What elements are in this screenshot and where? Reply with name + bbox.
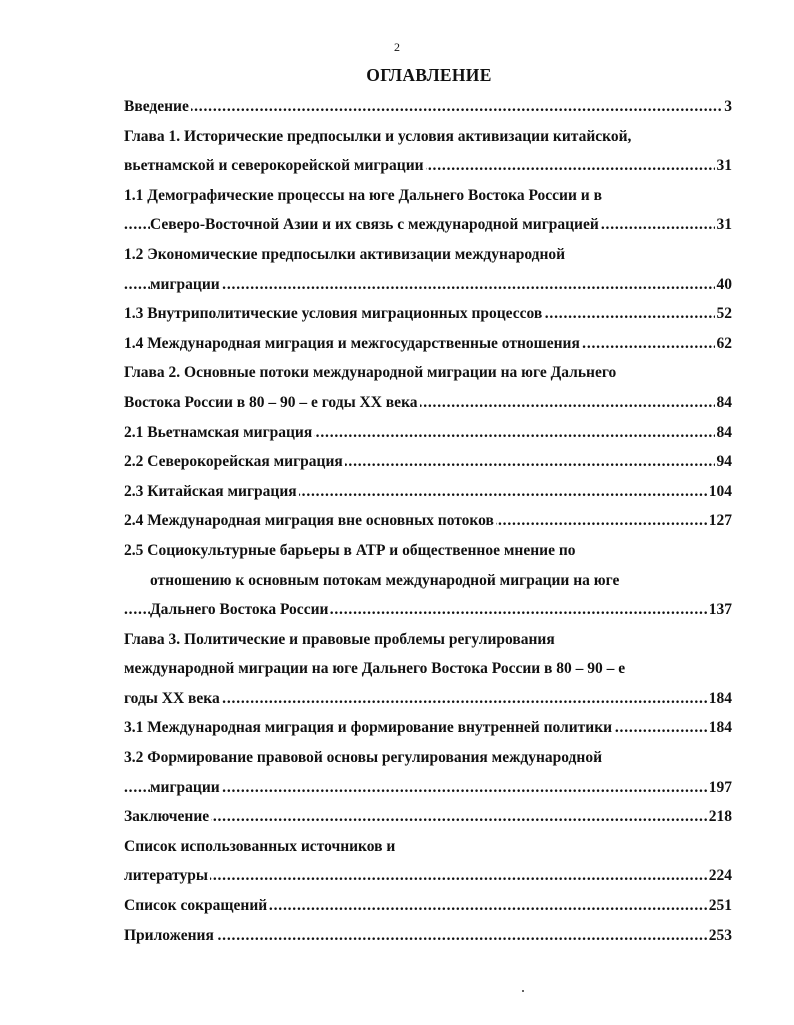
table-of-contents: [124, 92, 732, 950]
toc-line: [124, 684, 732, 714]
toc-line: [124, 418, 732, 448]
toc-page-number: 137: [707, 595, 732, 625]
toc-line: [124, 477, 732, 507]
toc-line: [124, 181, 732, 211]
toc-page-number: 218: [707, 802, 732, 832]
toc-page-number: 84: [715, 388, 733, 418]
toc-page-number: 127: [707, 506, 732, 536]
toc-page-number: 253: [707, 921, 732, 951]
toc-page-number: 94: [715, 447, 733, 477]
toc-entry-text: Северо-Восточной Азии и их связь с международной миграцией: [150, 216, 599, 234]
toc-entry-text: Заключение: [124, 808, 210, 826]
toc-entry-text: Дальнего Востока России: [150, 601, 329, 619]
toc-entry-text: 1.4 Международная миграция и межгосударственные отношения: [124, 334, 580, 352]
toc-entry-text: Востока России в 80 – 90 – е годы XX века: [124, 393, 418, 411]
toc-line: [124, 861, 732, 891]
toc-page-number: 251: [707, 891, 732, 921]
toc-line: [124, 388, 732, 418]
toc-entry-text: 1.1 Демографические процессы на юге Дальнего Востока России и в: [124, 186, 602, 204]
toc-entry-text: отношению к основным потокам международной миграции на юге: [150, 571, 620, 589]
toc-line: [124, 832, 732, 862]
toc-entry-text: миграции: [150, 275, 220, 293]
toc-line: [124, 151, 732, 181]
toc-entry-text: 2.3 Китайская миграция: [124, 482, 297, 500]
toc-page-number: 62: [715, 329, 733, 359]
toc-line: [124, 270, 732, 300]
toc-page-number: 31: [715, 151, 733, 181]
toc-line: [124, 891, 732, 921]
toc-line: [124, 210, 732, 240]
toc-line: [124, 447, 732, 477]
toc-entry-text: 3.1 Международная миграция и формирование внутренней политики: [124, 719, 613, 737]
toc-entry-text: 2.4 Международная миграция вне основных потоков: [124, 512, 494, 530]
toc-line: [124, 506, 732, 536]
dot-leader: [124, 92, 732, 122]
toc-entry-text: 1.2 Экономические предпосылки активизации международной: [124, 245, 566, 263]
toc-line: [124, 566, 732, 596]
toc-line: [124, 536, 732, 566]
toc-page-number: 184: [707, 713, 732, 743]
toc-page-number: 40: [715, 270, 733, 300]
toc-page-number: 197: [707, 773, 732, 803]
toc-entry-text: 1.3 Внутриполитические условия миграционных процессов: [124, 305, 543, 323]
toc-line: [124, 625, 732, 655]
toc-entry-text: годы XX века: [124, 689, 220, 707]
toc-entry-text: Список использованных источников и: [124, 837, 396, 855]
toc-page-number: 52: [715, 299, 733, 329]
toc-line: [124, 713, 732, 743]
toc-line: [124, 595, 732, 625]
toc-entry-text: Глава 1. Исторические предпосылки и условия активизации китайской,: [124, 127, 632, 145]
toc-entry-text: международной миграции на юге Дальнего Востока России в 80 – 90 – е: [124, 660, 626, 678]
toc-entry-text: 2.5 Социокультурные барьеры в АТР и общественное мнение по: [124, 541, 576, 559]
toc-page-number: 84: [715, 418, 733, 448]
toc-line: [124, 802, 732, 832]
toc-line: [124, 240, 732, 270]
page-number: 2: [394, 40, 400, 54]
toc-line: [124, 299, 732, 329]
scan-speck: [522, 990, 524, 992]
toc-page-number: 184: [707, 684, 732, 714]
toc-page-number: 224: [707, 861, 732, 891]
toc-page-number: 104: [707, 477, 732, 507]
toc-entry-text: 3.2 Формирование правовой основы регулирования международной: [124, 749, 603, 767]
toc-line: [124, 654, 732, 684]
toc-entry-text: вьетнамской и северокорейской миграции: [124, 157, 424, 175]
page-title: ОГЛАВЛЕНИЕ: [366, 65, 492, 85]
toc-line: [124, 773, 732, 803]
toc-entry-text: 2.2 Северокорейская миграция: [124, 453, 343, 471]
toc-line: [124, 122, 732, 152]
toc-entry-text: миграции: [150, 778, 220, 796]
toc-line: [124, 743, 732, 773]
toc-entry-text: Введение: [124, 98, 189, 115]
toc-page-number: 3: [722, 92, 732, 122]
toc-entry-text: Приложения: [124, 926, 214, 944]
toc-line: [124, 358, 732, 388]
toc-line: [124, 92, 732, 122]
dot-leader: [124, 802, 732, 832]
toc-page-number: 31: [715, 210, 733, 240]
toc-entry-text: Список сокращений: [124, 897, 268, 915]
dot-leader: [124, 861, 732, 891]
toc-entry-text: Глава 3. Политические и правовые проблемы регулирования: [124, 630, 555, 648]
toc-entry-text: 2.1 Вьетнамская миграция: [124, 423, 313, 441]
toc-entry-text: Глава 2. Основные потоки международной миграции на юге Дальнего: [124, 364, 617, 382]
toc-entry-text: литературы: [124, 867, 208, 885]
toc-line: [124, 921, 732, 951]
toc-line: [124, 329, 732, 359]
